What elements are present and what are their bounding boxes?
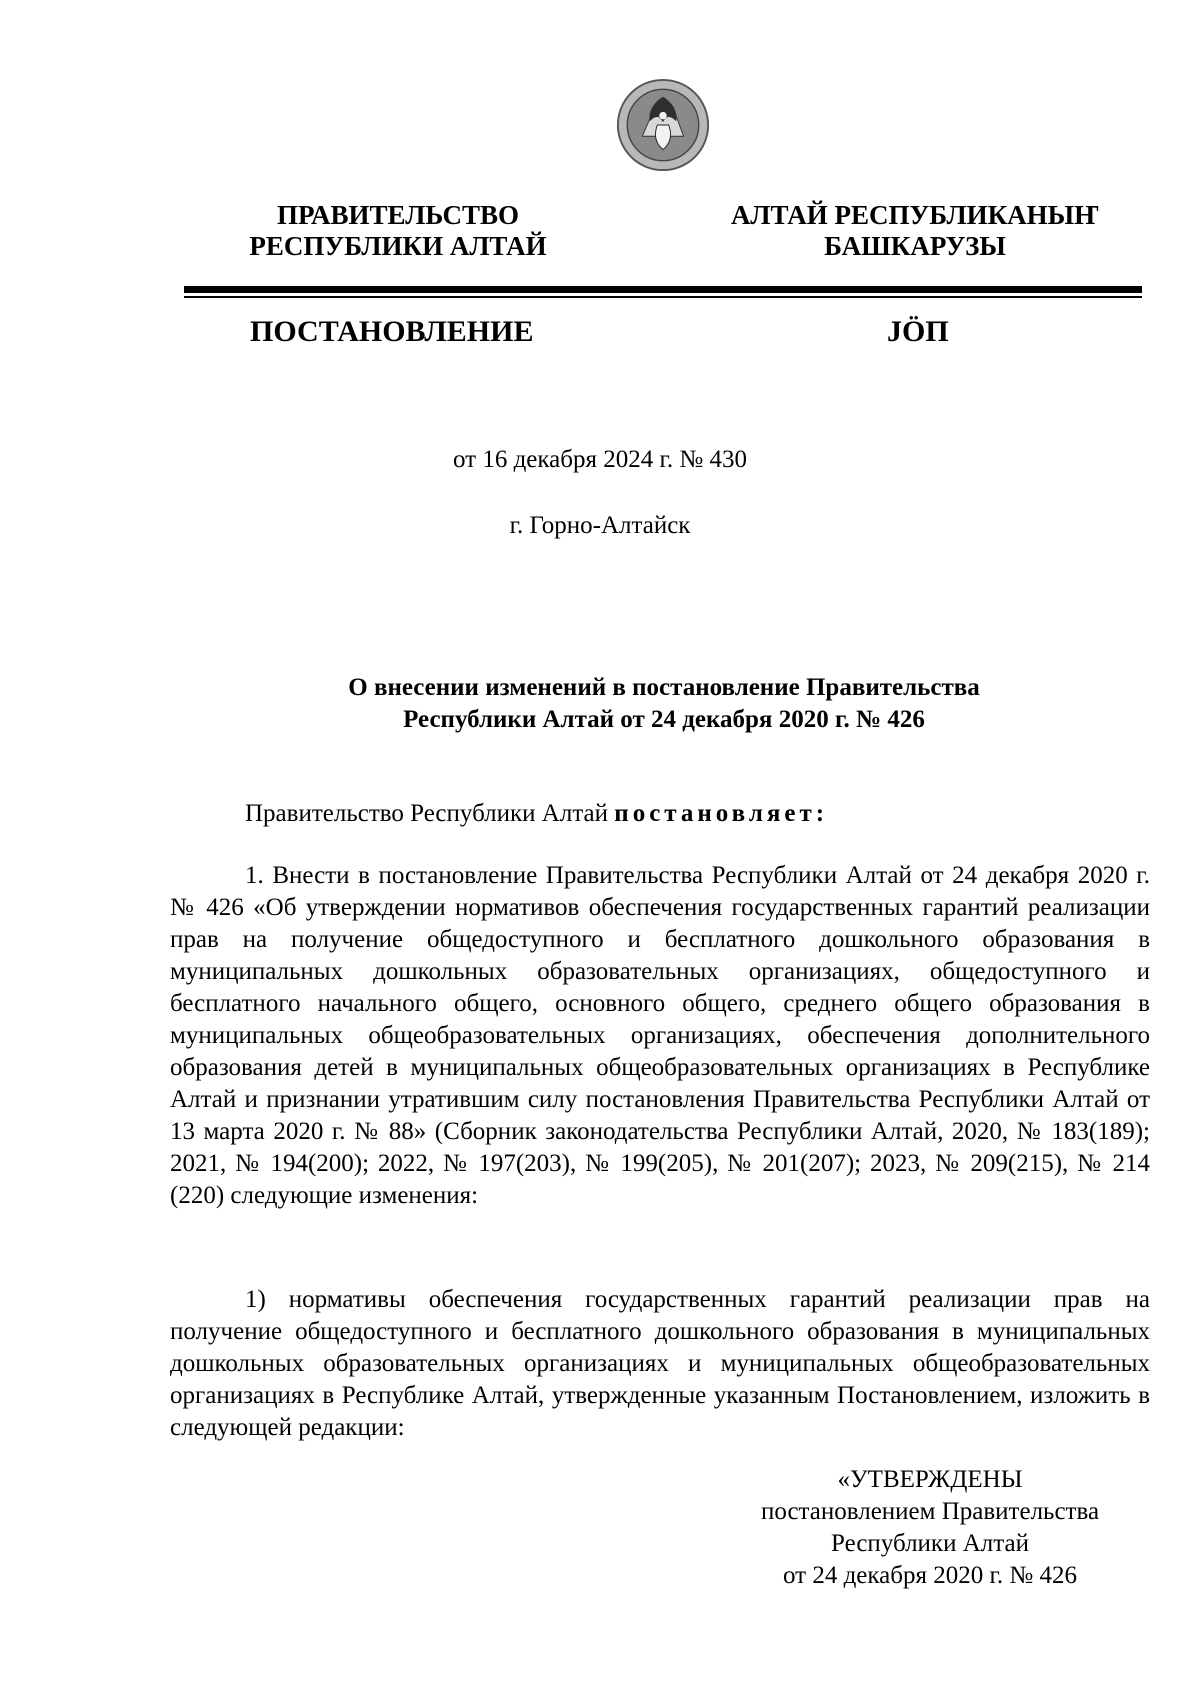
- title-line: О внесении изменений в постановление Правительства: [348, 674, 980, 701]
- doc-type-russian: ПОСТАНОВЛЕНИЕ: [250, 315, 534, 348]
- doc-type-altai: JӦП: [887, 315, 949, 348]
- intro-text: Правительство Республики Алтай: [245, 800, 615, 827]
- header-divider: [184, 286, 1142, 293]
- document-title: [170, 672, 1158, 736]
- coat-of-arms-icon: [616, 78, 710, 172]
- org-name-line: ПРАВИТЕЛЬСТВО: [276, 200, 520, 230]
- paragraph-2: 1) нормативы обеспечения государственных гарантий реализации прав на получение общедоступного и бесплатного дошкольного образования в муниципальных дошкольных образовательных организациях и муниципальных общеобразовательных организациях в Республике Алтай, утвержденные указанным Постановлением, изложить в следующей редакции:: [170, 1286, 1150, 1441]
- approval-line: постановлением Правительства: [760, 1498, 1100, 1525]
- org-name-line: АЛТАЙ РЕСПУБЛИКАНЫҤ: [730, 200, 1100, 230]
- paragraph-1: 1. Внести в постановление Правительства Республики Алтай от 24 декабря 2020 г. № 426 «Об утверждении нормативов обеспечения государственных гарантий реализации прав на получение общедоступного и бесплатного дошкольного образования в муниципальных дошкольных образовательных организациях, общедоступного и бесплатного начального общего, основного общего, среднего общего образования в муниципальных общеобразовательных организациях, обеспечения дополнительного образования детей в муниципальных общеобразовательных организациях в Республике Алтай и признании утратившим силу постановления Правительства Республики Алтай от 13 марта 2020 г. № 88» (Сборник законодательства Республики Алтай, 2020, № 183(189); 2021, № 194(200); 2022, № 197(203), № 199(205), № 201(207); 2023, № 209(215), № 214 (220) следующие изменения:: [170, 862, 1150, 1209]
- approval-line: от 24 декабря 2020 г. № 426: [782, 1562, 1078, 1589]
- org-name-russian: [243, 200, 553, 262]
- org-name-altai: [717, 200, 1113, 262]
- title-line: Республики Алтай от 24 декабря 2020 г. № 426: [403, 706, 925, 733]
- approval-line: «УТВЕРЖДЕНЫ: [837, 1466, 1023, 1493]
- intro-keyword: постановляет:: [614, 800, 829, 827]
- org-name-line: РЕСПУБЛИКИ АЛТАЙ: [249, 231, 547, 261]
- approval-block: [740, 1464, 1120, 1592]
- header-divider-thin: [184, 296, 1142, 298]
- document-date-number: от 16 декабря 2024 г. № 430: [452, 446, 748, 473]
- org-name-line: БАШКАРУЗЫ: [824, 231, 1006, 261]
- approval-line: Республики Алтай: [831, 1530, 1029, 1557]
- document-city: г. Горно-Алтайск: [509, 512, 691, 539]
- resolution-intro: [245, 800, 828, 828]
